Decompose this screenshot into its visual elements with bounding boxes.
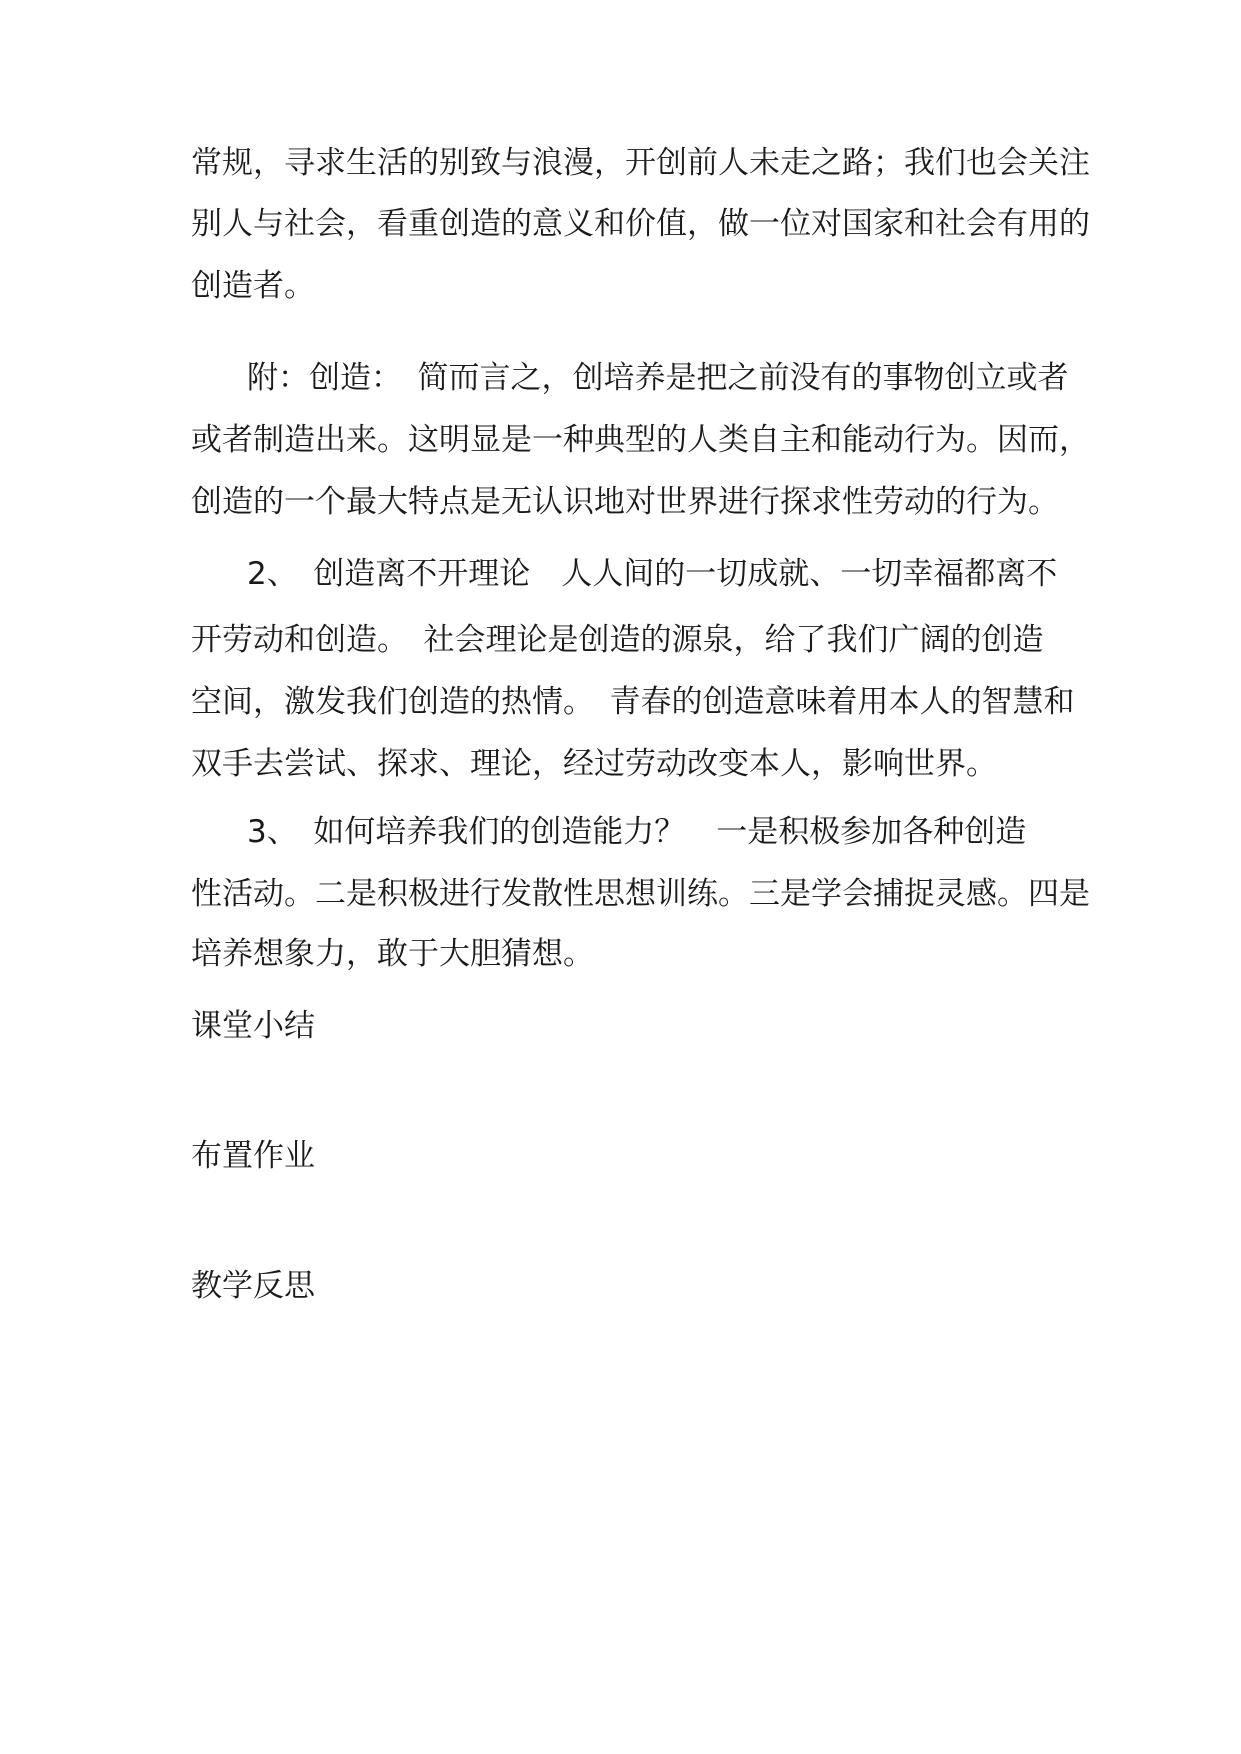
heading-homework: 布置作业 [191,1138,315,1174]
document-page: 常规，寻求生活的别致与浪漫，开创前人未走之路；我们也会关注 别人与社会，看重创造的意义和价值，做一位对国家和社会有用的 创造者。 附：创造： 简而言之，创培养是把之前没有的事物创立或者 或者制造出来。这明显是一种典型的人类自主和能动行为。因而， 创造的一个最大特点是无认识地对世界进行探求性劳动的行为。 2、 创造离不开理论 人人间的一切成就、一切幸福都离不 开劳动和创造。 社会理论是创造的源泉，给了我们广阔的创造 空间，激发我们创造的热情。 青春的创造意味着用本人的智慧和 双手去尝试、探求、理论，经过劳动改变本人，影响世界。 3、 如何培养我们的创造能力？ 一是积极参加各种创造 性活动。二是积极进行发散性思想训练。三是学会捕捉灵感。四是 培养想象力，敢于大胆猜想。 课堂小结 布置作业 教学反思 [191,145,1090,1304]
heading-class-summary: 课堂小结 [191,1008,315,1044]
heading-teaching-reflection: 教学反思 [191,1268,315,1304]
